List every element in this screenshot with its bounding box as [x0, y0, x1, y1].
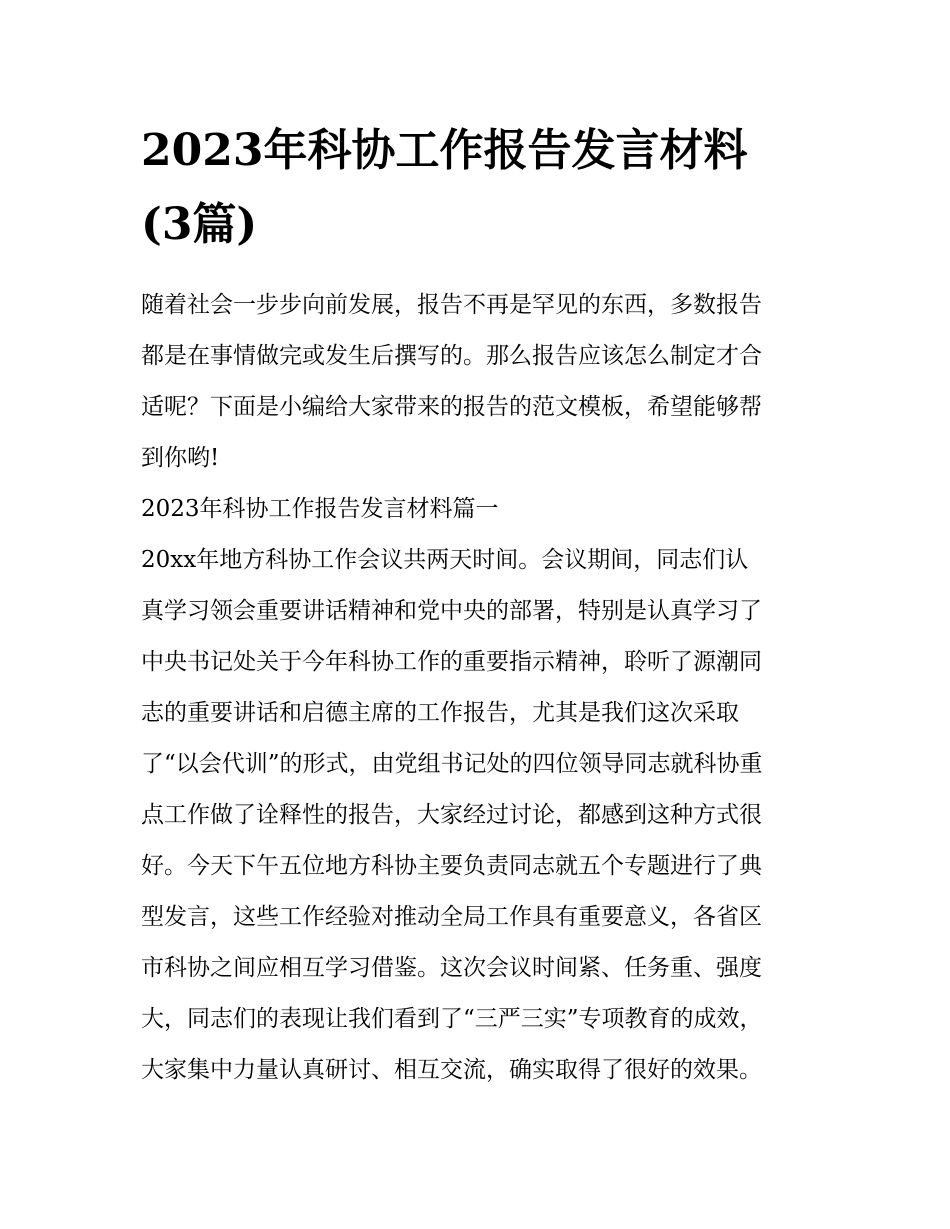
intro-line: 随着社会一步步向前发展，报告不再是罕见的东西，多数报告	[141, 292, 762, 318]
body-line: 20xx年地方科协工作会议共两天时间。会议期间，同志们认	[141, 547, 749, 573]
body-line: 中央书记处关于今年科协工作的重要指示精神，聆听了源潮同	[141, 649, 762, 675]
body-line: 了“以会代训”的形式，由党组书记处的四位领导同志就科协重	[141, 751, 763, 777]
body-paragraph	[141, 535, 813, 1096]
body-line: 市科协之间应相互学习借鉴。这次会议时间紧、任务重、强度	[141, 955, 762, 981]
section-heading	[141, 484, 813, 535]
body-line: 点工作做了诠释性的报告，大家经过讨论，都感到这种方式很	[141, 802, 762, 828]
title-line: 2023年科协工作报告发言材料	[141, 125, 748, 176]
section-heading-text: 2023年科协工作报告发言材料篇一	[141, 496, 499, 522]
body-line: 大，同志们的表现让我们看到了“三严三实”专项教育的成效，	[141, 1006, 763, 1032]
body-line: 真学习领会重要讲话精神和党中央的部署，特别是认真学习了	[141, 598, 762, 624]
body-line: 好。今天下午五位地方科协主要负责同志就五个专题进行了典	[141, 853, 762, 879]
body-line: 型发言，这些工作经验对推动全局工作具有重要意义，各省区	[141, 904, 762, 930]
document-title	[141, 114, 813, 262]
document-content	[141, 114, 813, 1096]
intro-line: 适呢？下面是小编给大家带来的报告的范文模板，希望能够帮	[141, 394, 762, 420]
title-line: (3篇)	[141, 199, 258, 250]
intro-line: 都是在事情做完或发生后撰写的。那么报告应该怎么制定才合	[141, 343, 762, 369]
body-line: 志的重要讲话和启德主席的工作报告，尤其是我们这次采取	[141, 700, 739, 726]
body-line: 大家集中力量认真研讨、相互交流，确实取得了很好的效果。	[141, 1057, 762, 1083]
intro-paragraph	[141, 280, 813, 484]
intro-line: 到你哟!	[141, 445, 220, 471]
